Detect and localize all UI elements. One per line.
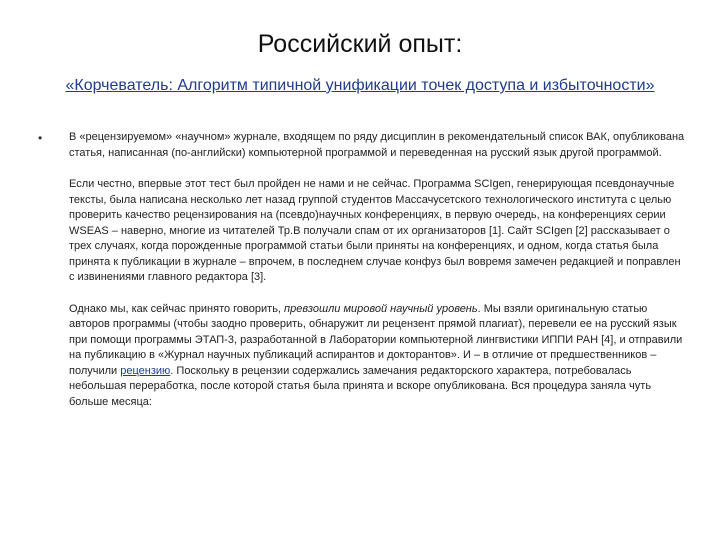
paragraph-3-text-a: Однако мы, как сейчас принято говорить, bbox=[69, 302, 285, 315]
paragraph-3-italic: превзошли мировой научный уровень bbox=[284, 302, 478, 315]
paragraph-3-text-b: . Мы взяли оригинальную статью авторов программы (чтобы заодно проверить, обнаружит ли рецензент прямой плагиат), перевели ее на русский язык при помощи программы ЭТАП-3, разработанной в Лаборатории компьютерной лингвистики ИППИ РАН [4], и отправили на публикацию в «Журнал научных публикаций аспирантов и докторантов». И – в отличие от предшественников – получили bbox=[69, 302, 683, 377]
paragraph-3-text-c: . Поскольку в рецензии содержались замечания редакторского характера, потребовалась небольшая переработка, после которой статья была принята и вскоре опубликована. Вся процедура заняла чуть больше месяца: bbox=[69, 364, 652, 408]
bullet-dot: • bbox=[38, 131, 43, 145]
slide-body bbox=[69, 130, 687, 426]
paragraph-3 bbox=[69, 302, 687, 411]
paragraph-1: В «рецензируемом» «научном» журнале, входящем по ряду дисциплин в рекомендательный список ВАК, опубликована статья, написанная (по-английски) компьютерной программой и переведенная на русский язык другой программой. bbox=[69, 131, 685, 159]
slide-subtitle-link[interactable]: «Корчеватель: Алгоритм типичной унификации точек доступа и избыточности» bbox=[65, 77, 655, 94]
paragraph-2: Если честно, впервые этот тест был пройден не нами и не сейчас. Программа SCIgen, генерирующая псевдонаучные тексты, была написана несколько лет назад группой студентов Массачусетского технологического института с целью проверить качество рецензирования на (псевдо)научных конференциях, в первую очередь, на конференциях серии WSEAS – наверно, многие из читателей Тр.В получали спам от их организаторов [1]. Сайт SCIgen [2] рассказывает о трех случаях, когда порожденные программой статьи были приняты на конференциях, и одном, когда статья была принята к публикации в журнале – впрочем, в последнем случае конфуз был вовремя замечен редакцией и поправлен с извинениями главного редактора [3]. bbox=[69, 178, 681, 283]
slide-title: Российский опыт: bbox=[257, 30, 463, 58]
review-link[interactable]: рецензию bbox=[120, 364, 171, 377]
